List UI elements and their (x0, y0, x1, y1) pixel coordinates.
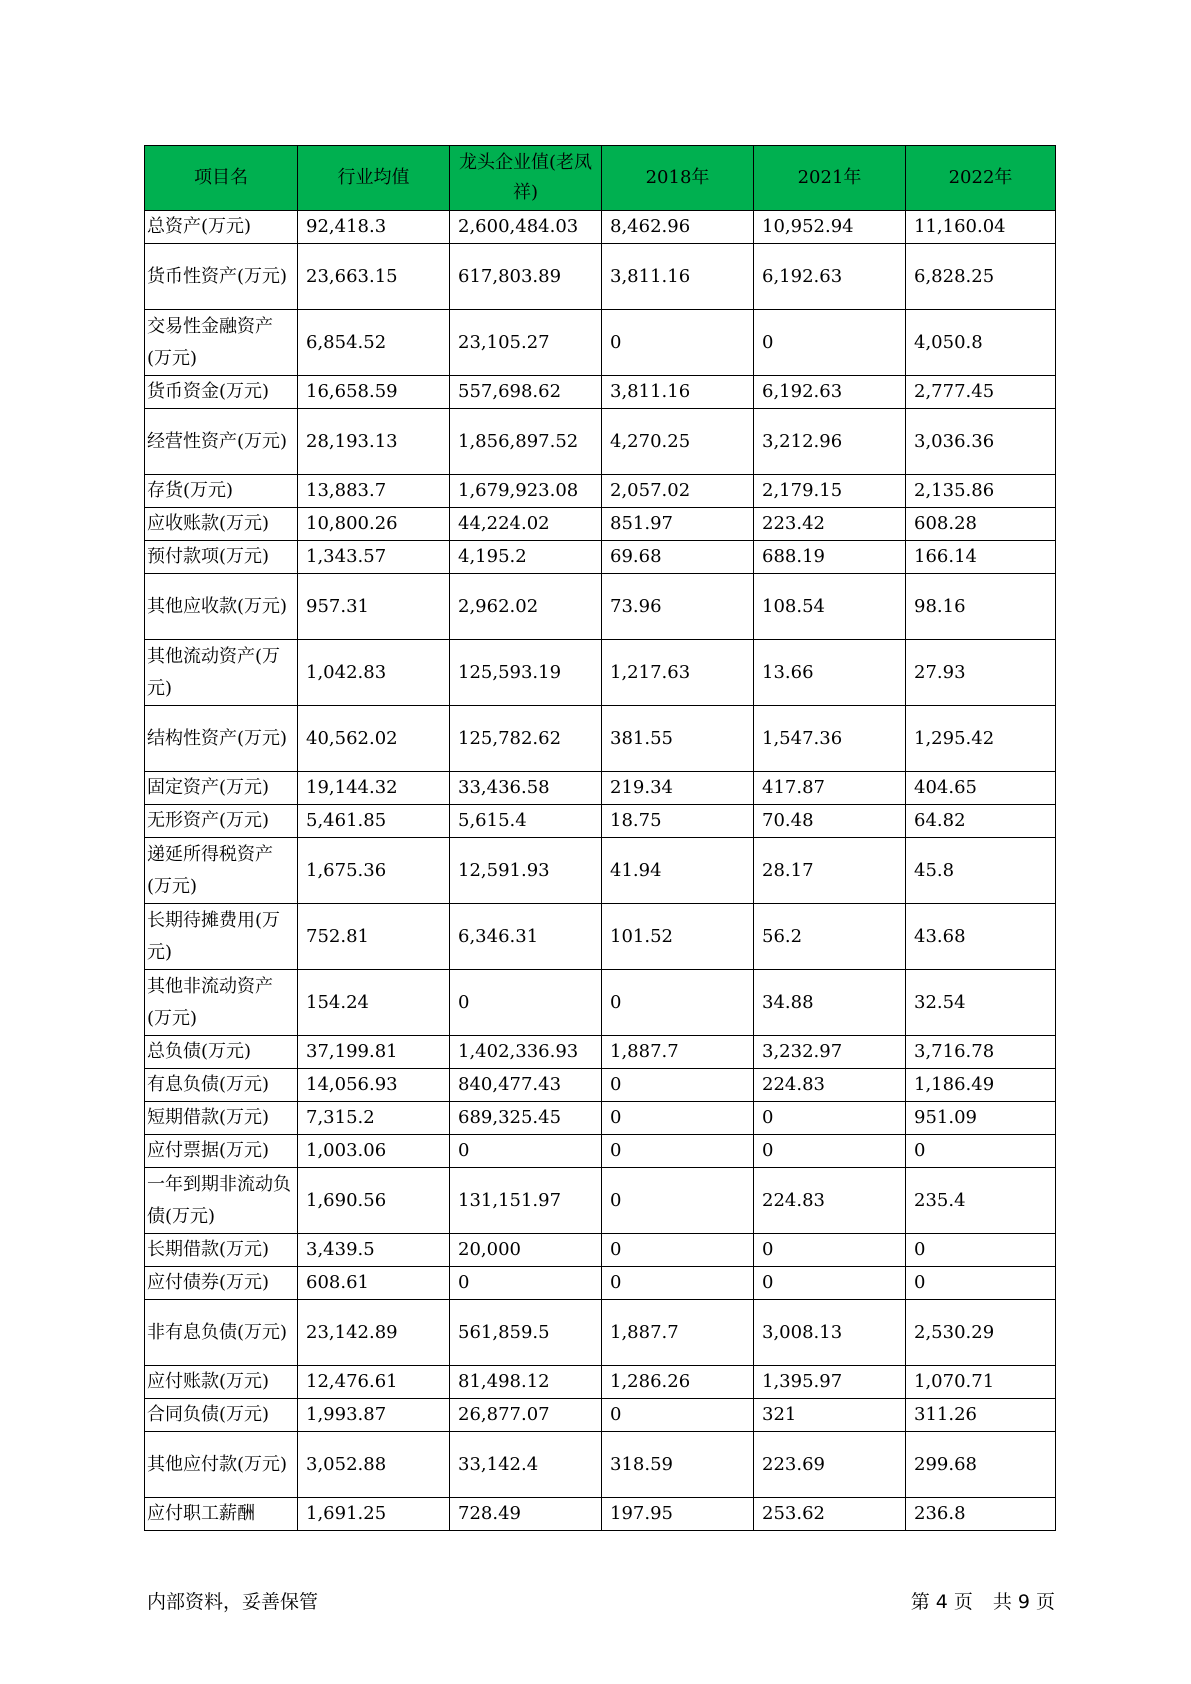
table-cell-value: 608.61 (298, 1267, 450, 1300)
table-cell-value: 223.69 (754, 1432, 906, 1498)
table-cell-value: 2,179.15 (754, 475, 906, 508)
table-row (145, 706, 1056, 772)
table-cell-value: 70.48 (754, 805, 906, 838)
table-cell-value: 33,436.58 (450, 772, 602, 805)
table-cell-value: 0 (602, 1069, 754, 1102)
table-cell-value: 0 (602, 310, 754, 376)
table-cell-value: 108.54 (754, 574, 906, 640)
table-cell-value: 224.83 (754, 1168, 906, 1234)
table-cell-value: 0 (450, 970, 602, 1036)
table-header-row (145, 146, 1056, 211)
table-cell-value: 7,315.2 (298, 1102, 450, 1135)
table-cell-value: 92,418.3 (298, 211, 450, 244)
table-cell-value: 3,036.36 (906, 409, 1056, 475)
table-cell-value: 6,346.31 (450, 904, 602, 970)
table-cell-item-name: 经营性资产(万元) (145, 409, 298, 475)
table-cell-item-name: 应付债券(万元) (145, 1267, 298, 1300)
table-cell-value: 34.88 (754, 970, 906, 1036)
table-cell-value: 1,691.25 (298, 1498, 450, 1531)
table-cell-value: 1,395.97 (754, 1366, 906, 1399)
table-cell-value: 125,593.19 (450, 640, 602, 706)
table-cell-item-name: 货币性资产(万元) (145, 244, 298, 310)
table-cell-value: 951.09 (906, 1102, 1056, 1135)
table-cell-item-name: 长期待摊费用(万元) (145, 904, 298, 970)
table-cell-value: 728.49 (450, 1498, 602, 1531)
table-row (145, 1432, 1056, 1498)
table-cell-value: 4,270.25 (602, 409, 754, 475)
table-cell-value: 561,859.5 (450, 1300, 602, 1366)
table-cell-item-name: 应付职工薪酬 (145, 1498, 298, 1531)
table-cell-value: 417.87 (754, 772, 906, 805)
table-row (145, 970, 1056, 1036)
table-cell-value: 81,498.12 (450, 1366, 602, 1399)
table-cell-value: 5,615.4 (450, 805, 602, 838)
table-cell-value: 16,658.59 (298, 376, 450, 409)
table-cell-value: 23,142.89 (298, 1300, 450, 1366)
page-unit: 页 (953, 1591, 973, 1613)
table-cell-value: 0 (754, 310, 906, 376)
table-cell-item-name: 一年到期非流动负债(万元) (145, 1168, 298, 1234)
header-cell-2021: 2021年 (754, 146, 906, 211)
table-row (145, 1498, 1056, 1531)
table-cell-value: 0 (602, 1102, 754, 1135)
table-cell-value: 0 (602, 1168, 754, 1234)
table-cell-value: 236.8 (906, 1498, 1056, 1531)
table-cell-value: 2,057.02 (602, 475, 754, 508)
table-row (145, 772, 1056, 805)
table-cell-value: 3,811.16 (602, 244, 754, 310)
table-cell-value: 1,003.06 (298, 1135, 450, 1168)
table-cell-value: 101.52 (602, 904, 754, 970)
table-cell-item-name: 合同负债(万元) (145, 1399, 298, 1432)
table-cell-item-name: 交易性金融资产(万元) (145, 310, 298, 376)
table-cell-value: 3,716.78 (906, 1036, 1056, 1069)
table-cell-value: 197.95 (602, 1498, 754, 1531)
table-cell-value: 73.96 (602, 574, 754, 640)
table-cell-value: 0 (754, 1267, 906, 1300)
table-cell-value: 28.17 (754, 838, 906, 904)
table-cell-value: 1,042.83 (298, 640, 450, 706)
table-cell-value: 13,883.7 (298, 475, 450, 508)
table-cell-value: 557,698.62 (450, 376, 602, 409)
table-row (145, 475, 1056, 508)
table-cell-value: 12,476.61 (298, 1366, 450, 1399)
table-cell-item-name: 短期借款(万元) (145, 1102, 298, 1135)
table-cell-value: 381.55 (602, 706, 754, 772)
table-cell-value: 41.94 (602, 838, 754, 904)
table-row (145, 1036, 1056, 1069)
total-unit: 页 (1035, 1591, 1055, 1613)
table-cell-value: 19,144.32 (298, 772, 450, 805)
table-cell-value: 10,800.26 (298, 508, 450, 541)
table-body (145, 211, 1056, 1531)
table-row (145, 838, 1056, 904)
table-row (145, 1399, 1056, 1432)
table-row (145, 508, 1056, 541)
table-cell-item-name: 递延所得税资产(万元) (145, 838, 298, 904)
table-cell-value: 1,887.7 (602, 1300, 754, 1366)
table-cell-value: 299.68 (906, 1432, 1056, 1498)
table-row (145, 574, 1056, 640)
table-cell-value: 1,690.56 (298, 1168, 450, 1234)
table-cell-value: 0 (754, 1135, 906, 1168)
table-cell-value: 311.26 (906, 1399, 1056, 1432)
header-cell-industry-average: 行业均值 (298, 146, 450, 211)
table-row (145, 904, 1056, 970)
table-cell-value: 1,675.36 (298, 838, 450, 904)
table-cell-value: 0 (602, 1234, 754, 1267)
table-row (145, 310, 1056, 376)
table-cell-value: 0 (450, 1135, 602, 1168)
table-cell-value: 26,877.07 (450, 1399, 602, 1432)
table-cell-value: 125,782.62 (450, 706, 602, 772)
table-cell-value: 28,193.13 (298, 409, 450, 475)
table-cell-item-name: 其他应收款(万元) (145, 574, 298, 640)
table-cell-value: 14,056.93 (298, 1069, 450, 1102)
table-cell-value: 8,462.96 (602, 211, 754, 244)
table-cell-value: 12,591.93 (450, 838, 602, 904)
footer-page-indicator (905, 1589, 1055, 1615)
header-cell-2018: 2018年 (602, 146, 754, 211)
table-cell-item-name: 其他应付款(万元) (145, 1432, 298, 1498)
table-row (145, 1234, 1056, 1267)
header-cell-leader-value: 龙头企业值(老凤祥) (450, 146, 602, 211)
table-cell-value: 223.42 (754, 508, 906, 541)
table-cell-value: 6,854.52 (298, 310, 450, 376)
table-cell-value: 253.62 (754, 1498, 906, 1531)
table-cell-value: 6,828.25 (906, 244, 1056, 310)
table-cell-value: 1,547.36 (754, 706, 906, 772)
table-cell-value: 851.97 (602, 508, 754, 541)
table-cell-value: 11,160.04 (906, 211, 1056, 244)
table-cell-value: 6,192.63 (754, 244, 906, 310)
table-cell-value: 1,295.42 (906, 706, 1056, 772)
table-cell-value: 1,070.71 (906, 1366, 1056, 1399)
table-cell-value: 131,151.97 (450, 1168, 602, 1234)
table-cell-value: 37,199.81 (298, 1036, 450, 1069)
table-cell-value: 1,217.63 (602, 640, 754, 706)
table-row (145, 1069, 1056, 1102)
table-cell-value: 5,461.85 (298, 805, 450, 838)
table-cell-value: 404.65 (906, 772, 1056, 805)
table-cell-value: 3,052.88 (298, 1432, 450, 1498)
table-cell-value: 617,803.89 (450, 244, 602, 310)
table-cell-value: 688.19 (754, 541, 906, 574)
table-cell-value: 43.68 (906, 904, 1056, 970)
table-cell-value: 44,224.02 (450, 508, 602, 541)
table-row (145, 1366, 1056, 1399)
table-row (145, 1135, 1056, 1168)
table-cell-value: 20,000 (450, 1234, 602, 1267)
table-cell-value: 3,232.97 (754, 1036, 906, 1069)
table-cell-item-name: 货币资金(万元) (145, 376, 298, 409)
table-cell-value: 689,325.45 (450, 1102, 602, 1135)
table-cell-value: 1,343.57 (298, 541, 450, 574)
table-cell-value: 1,679,923.08 (450, 475, 602, 508)
table-cell-value: 2,777.45 (906, 376, 1056, 409)
table-cell-value: 2,600,484.03 (450, 211, 602, 244)
table-cell-value: 45.8 (906, 838, 1056, 904)
table-cell-item-name: 存货(万元) (145, 475, 298, 508)
table-cell-value: 154.24 (298, 970, 450, 1036)
table-cell-value: 0 (906, 1135, 1056, 1168)
financial-data-table (144, 145, 1056, 1531)
table-cell-value: 10,952.94 (754, 211, 906, 244)
total-pages: 9 (1017, 1591, 1030, 1613)
table-cell-item-name: 总资产(万元) (145, 211, 298, 244)
header-cell-item-name: 项目名 (145, 146, 298, 211)
table-cell-value: 56.2 (754, 904, 906, 970)
table-row (145, 640, 1056, 706)
table-cell-item-name: 长期借款(万元) (145, 1234, 298, 1267)
table-cell-value: 2,135.86 (906, 475, 1056, 508)
table-cell-value: 23,663.15 (298, 244, 450, 310)
footer-confidential-note: 内部资料，妥善保管 (147, 1591, 319, 1613)
table-cell-value: 1,286.26 (602, 1366, 754, 1399)
table-cell-value: 23,105.27 (450, 310, 602, 376)
table-cell-item-name: 其他流动资产(万元) (145, 640, 298, 706)
table-cell-item-name: 预付款项(万元) (145, 541, 298, 574)
table-cell-value: 33,142.4 (450, 1432, 602, 1498)
total-prefix: 共 (992, 1591, 1012, 1613)
table-row (145, 211, 1056, 244)
header-cell-2022: 2022年 (906, 146, 1056, 211)
table-cell-item-name: 应收账款(万元) (145, 508, 298, 541)
table-cell-value: 166.14 (906, 541, 1056, 574)
table-cell-value: 2,530.29 (906, 1300, 1056, 1366)
table-cell-item-name: 无形资产(万元) (145, 805, 298, 838)
table-cell-value: 69.68 (602, 541, 754, 574)
table-cell-value: 1,402,336.93 (450, 1036, 602, 1069)
table-cell-value: 64.82 (906, 805, 1056, 838)
table-cell-value: 18.75 (602, 805, 754, 838)
table-cell-value: 3,811.16 (602, 376, 754, 409)
table-cell-value: 1,856,897.52 (450, 409, 602, 475)
table-row (145, 1267, 1056, 1300)
page-prefix: 第 (910, 1591, 930, 1613)
table-cell-item-name: 应付票据(万元) (145, 1135, 298, 1168)
table-cell-value: 318.59 (602, 1432, 754, 1498)
table-cell-value: 235.4 (906, 1168, 1056, 1234)
table-cell-value: 0 (602, 1399, 754, 1432)
table-cell-item-name: 非有息负债(万元) (145, 1300, 298, 1366)
table-cell-value: 2,962.02 (450, 574, 602, 640)
table-cell-value: 0 (602, 1267, 754, 1300)
table-cell-value: 957.31 (298, 574, 450, 640)
table-row (145, 541, 1056, 574)
table-cell-value: 0 (602, 970, 754, 1036)
table-cell-value: 4,050.8 (906, 310, 1056, 376)
table-row (145, 376, 1056, 409)
table-cell-value: 840,477.43 (450, 1069, 602, 1102)
table-row (145, 244, 1056, 310)
table-cell-value: 3,212.96 (754, 409, 906, 475)
table-cell-value: 224.83 (754, 1069, 906, 1102)
table-cell-value: 40,562.02 (298, 706, 450, 772)
table-row (145, 1300, 1056, 1366)
table-cell-item-name: 总负债(万元) (145, 1036, 298, 1069)
table-cell-value: 752.81 (298, 904, 450, 970)
table-cell-value: 321 (754, 1399, 906, 1432)
table-cell-value: 0 (906, 1234, 1056, 1267)
table-cell-value: 3,008.13 (754, 1300, 906, 1366)
table-cell-value: 1,887.7 (602, 1036, 754, 1069)
table-cell-value: 0 (754, 1234, 906, 1267)
table-cell-item-name: 固定资产(万元) (145, 772, 298, 805)
table-cell-value: 0 (602, 1135, 754, 1168)
table-cell-item-name: 应付账款(万元) (145, 1366, 298, 1399)
table-cell-value: 0 (906, 1267, 1056, 1300)
table-cell-value: 4,195.2 (450, 541, 602, 574)
table-cell-value: 3,439.5 (298, 1234, 450, 1267)
table-cell-value: 32.54 (906, 970, 1056, 1036)
table-cell-value: 1,186.49 (906, 1069, 1056, 1102)
table-cell-item-name: 其他非流动资产(万元) (145, 970, 298, 1036)
table-cell-item-name: 有息负债(万元) (145, 1069, 298, 1102)
table-cell-value: 1,993.87 (298, 1399, 450, 1432)
table-cell-value: 27.93 (906, 640, 1056, 706)
table-cell-value: 6,192.63 (754, 376, 906, 409)
table-cell-value: 0 (450, 1267, 602, 1300)
table-cell-value: 13.66 (754, 640, 906, 706)
table-row (145, 409, 1056, 475)
table-cell-value: 608.28 (906, 508, 1056, 541)
table-cell-value: 98.16 (906, 574, 1056, 640)
table-row (145, 805, 1056, 838)
table-cell-value: 0 (754, 1102, 906, 1135)
page-number: 4 (935, 1591, 948, 1613)
table-row (145, 1168, 1056, 1234)
table-cell-value: 219.34 (602, 772, 754, 805)
table-cell-item-name: 结构性资产(万元) (145, 706, 298, 772)
table-row (145, 1102, 1056, 1135)
